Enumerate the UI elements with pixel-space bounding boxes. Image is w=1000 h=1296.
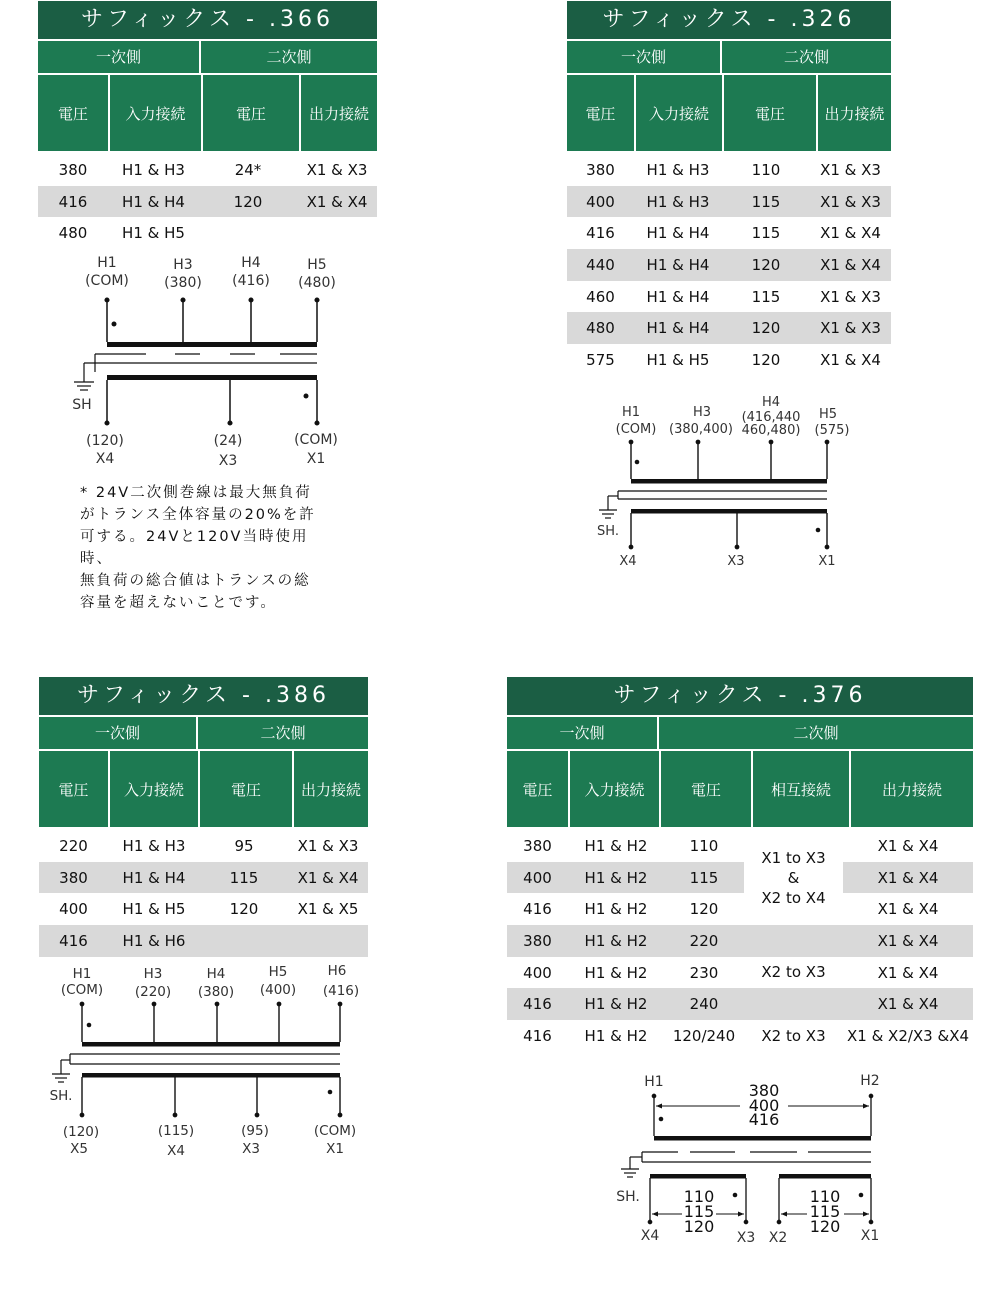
- shield-label: SH: [72, 397, 92, 413]
- col-header: 入力接続: [108, 751, 198, 827]
- terminal-label: H2: [860, 1073, 880, 1089]
- group-secondary: 二次側: [196, 717, 368, 749]
- terminal-voltage: (COM): [615, 422, 657, 437]
- col-header: 電圧: [522, 780, 553, 799]
- terminal-voltage: (COM): [60, 982, 104, 998]
- table-cell: 380: [39, 862, 108, 894]
- table-cell: H1 & H4: [108, 186, 199, 218]
- group-primary: 一次側: [559, 724, 605, 742]
- terminal-voltage: (220): [134, 984, 172, 1000]
- terminal-voltage: (COM): [294, 432, 338, 448]
- terminal-voltage: (24): [213, 433, 243, 449]
- col-header: 電圧: [58, 780, 89, 799]
- table-cell: H1 & H2: [584, 900, 648, 919]
- secondary-voltage: 115: [683, 1202, 715, 1221]
- table-cell: H1 & H6: [108, 925, 200, 957]
- table-cell: X1 & X4: [843, 925, 973, 957]
- table-cell: 380: [523, 836, 552, 855]
- column-header-row: [39, 751, 368, 827]
- table-cell: X1 & X4: [820, 224, 881, 243]
- terminal-label: X4: [640, 1228, 660, 1244]
- terminal-label: H1: [621, 405, 641, 420]
- col-header: 入力接続: [568, 751, 659, 827]
- table-cell: H1 & H2: [568, 925, 664, 957]
- table-row: [507, 862, 973, 894]
- table-cell: 230: [689, 963, 719, 982]
- table-cell: H1 & H3: [122, 836, 186, 855]
- table-cell: X1 & X3: [810, 186, 891, 218]
- data-table: [39, 830, 368, 957]
- terminal-voltage: 460,480): [741, 423, 801, 438]
- table-cell: X1 & X4: [297, 186, 377, 218]
- merged-line: X2 to X4: [761, 888, 826, 907]
- panel-366: [38, 1, 377, 249]
- table-cell: 400: [567, 186, 634, 218]
- col-header: 出力接続: [292, 751, 368, 827]
- terminal-label: H1: [644, 1074, 664, 1090]
- table-row: [567, 281, 891, 313]
- table-cell: 460: [586, 287, 615, 306]
- group-secondary: 二次側: [657, 717, 973, 749]
- table-row: [567, 249, 891, 281]
- terminal-label: H5: [307, 257, 327, 273]
- table-cell: H1 & H2: [568, 862, 664, 894]
- table-cell: 380: [586, 160, 615, 179]
- table-cell: H1 & H2: [584, 1026, 648, 1045]
- panel-376: [507, 677, 973, 1052]
- table-row: [38, 154, 377, 186]
- table-cell: 416: [39, 925, 108, 957]
- secondary-voltage: 120: [683, 1217, 715, 1236]
- secondary-voltage: 110: [809, 1187, 841, 1206]
- terminal-label: X1: [818, 554, 836, 569]
- table-cell: 115: [664, 862, 744, 894]
- terminal-label: X3: [727, 554, 745, 569]
- terminal-label: X3: [736, 1230, 756, 1246]
- shield-label: SH.: [616, 1189, 640, 1205]
- wiring-diagram-366: [60, 250, 360, 475]
- table-cell: 115: [722, 186, 810, 218]
- terminal-voltage: (416,440: [741, 410, 801, 425]
- data-table: [567, 154, 891, 376]
- shield-label: SH.: [597, 524, 619, 539]
- terminal-voltage: (416): [322, 983, 360, 999]
- table-cell: 416: [586, 224, 615, 243]
- table-cell: H1 & H5: [122, 900, 186, 919]
- primary-voltage: 380: [748, 1081, 780, 1100]
- table-row: [507, 1020, 973, 1052]
- table-cell: H1 & H2: [584, 963, 648, 982]
- terminal-label: H6: [327, 963, 347, 979]
- table-cell: 120: [689, 900, 719, 919]
- terminal-label: H4: [761, 395, 781, 410]
- table-cell: X1 & X4: [810, 249, 891, 281]
- table-cell: H1 & H4: [634, 249, 722, 281]
- group-primary: 一次側: [95, 48, 141, 66]
- col-header: 電圧: [585, 104, 616, 123]
- footnote-line: 可する。24Vと120V当時使用時、: [80, 529, 309, 567]
- terminal-label: X1: [326, 1141, 344, 1157]
- terminal-label: X1: [306, 451, 326, 467]
- terminal-label: X4: [95, 451, 115, 467]
- table-cell: 380: [507, 925, 568, 957]
- table-row: [507, 893, 973, 925]
- table-row: [39, 925, 368, 957]
- terminal-label: H3: [143, 966, 163, 982]
- table-cell: 380: [58, 160, 88, 179]
- terminal-voltage: (115): [157, 1123, 195, 1139]
- terminal-label: H4: [241, 255, 261, 271]
- secondary-voltage: 115: [809, 1202, 841, 1221]
- table-cell: X1 & X3: [297, 836, 359, 855]
- terminal-voltage: (400): [259, 982, 297, 998]
- table-cell: 115: [200, 862, 288, 894]
- col-header: 電圧: [201, 75, 299, 151]
- table-cell: H1 & H3: [122, 160, 185, 179]
- table-row: [567, 312, 891, 344]
- col-header: 出力接続: [299, 75, 377, 151]
- terminal-label: X4: [619, 554, 637, 569]
- primary-voltage: 400: [748, 1096, 780, 1115]
- table-cell: 416: [38, 186, 108, 218]
- panel-title: サフィックス - .366: [38, 1, 377, 39]
- wiring-diagram-376: [612, 1066, 892, 1251]
- group-primary: 一次側: [94, 724, 140, 742]
- table-cell: 120: [229, 900, 259, 919]
- table-cell: X2 to X3: [761, 1026, 826, 1045]
- table-cell: X1 & X4: [843, 988, 973, 1020]
- merged-cell: [744, 830, 843, 925]
- table-cell: [199, 217, 297, 249]
- table-cell: 400: [523, 963, 552, 982]
- terminal-label: H5: [818, 407, 838, 422]
- table-cell: 110: [751, 160, 781, 179]
- table-cell: H1 & H4: [108, 862, 200, 894]
- table-cell: H1 & H5: [646, 350, 710, 369]
- table-cell: 95: [234, 836, 254, 855]
- table-row: [38, 186, 377, 218]
- footnote-line: * 24V二次側巻線は最大無負荷: [80, 485, 312, 501]
- table-row: [567, 186, 891, 218]
- table-cell: X1 & X3: [306, 160, 368, 179]
- table-cell: [200, 925, 288, 957]
- table-cell: 120: [199, 186, 297, 218]
- table-cell: 24*: [234, 160, 262, 179]
- footnote: [80, 482, 340, 614]
- panel-title: サフィックス - .326: [567, 1, 891, 39]
- terminal-voltage: (380,400): [669, 422, 733, 437]
- footnote-line: 無負荷の総合値はトランスの総: [80, 573, 311, 589]
- terminal-label: X4: [167, 1143, 185, 1159]
- group-header-row: [38, 39, 377, 75]
- table-row: [567, 344, 891, 376]
- table-cell: 120: [722, 312, 810, 344]
- group-primary: 一次側: [620, 48, 666, 66]
- table-row: [507, 925, 973, 957]
- table-cell: 416: [507, 988, 568, 1020]
- data-table: [507, 830, 973, 1052]
- data-table: [38, 154, 377, 249]
- column-header-row: [38, 75, 377, 151]
- table-cell: H1 & H3: [646, 160, 710, 179]
- table-cell: 120/240: [672, 1026, 736, 1045]
- wiring-diagram-326: [590, 392, 870, 572]
- table-row: [39, 893, 368, 925]
- group-header-row: [567, 39, 891, 75]
- col-header: 電圧: [722, 75, 816, 151]
- table-row: [38, 217, 377, 249]
- table-cell: X1 & X3: [820, 160, 881, 179]
- table-cell: 400: [507, 862, 568, 894]
- merged-line: &: [787, 868, 800, 887]
- col-header: 入力接続: [634, 75, 722, 151]
- panel-326: [567, 1, 891, 376]
- panel-title: サフィックス - .376: [507, 677, 973, 715]
- table-cell: H1 & H5: [122, 224, 185, 243]
- table-cell: X1 & X4: [877, 963, 939, 982]
- shield-label: SH.: [49, 1088, 73, 1104]
- table-cell: 110: [689, 836, 719, 855]
- table-cell: X1 & X5: [297, 900, 359, 919]
- table-cell: [297, 217, 377, 249]
- table-row: [507, 830, 973, 862]
- table-row: [39, 862, 368, 894]
- table-cell: 480: [58, 224, 88, 243]
- col-header: 出力接続: [816, 75, 891, 151]
- merged-line: X1 to X3: [761, 848, 826, 867]
- table-row: [567, 154, 891, 186]
- terminal-voltage: (416): [232, 273, 270, 289]
- footnote-line: 容量を超えないことです。: [80, 595, 277, 611]
- terminal-label: H4: [206, 966, 226, 982]
- terminal-voltage: (COM): [85, 273, 129, 289]
- terminal-label: X1: [860, 1228, 880, 1244]
- terminal-voltage: (120): [86, 433, 124, 449]
- table-cell: 400: [59, 900, 88, 919]
- table-row: [39, 830, 368, 862]
- group-secondary: 二次側: [720, 41, 891, 73]
- col-header: 相互接続: [751, 751, 849, 827]
- terminal-label: H3: [692, 405, 712, 420]
- table-cell: X1 & X3: [810, 312, 891, 344]
- table-cell: 220: [664, 925, 744, 957]
- table-cell: 240: [664, 988, 744, 1020]
- primary-voltage: 416: [748, 1110, 780, 1129]
- table-cell: 440: [567, 249, 634, 281]
- col-header: 出力接続: [849, 751, 973, 827]
- group-secondary: 二次側: [199, 41, 377, 73]
- table-cell: 120: [751, 350, 781, 369]
- table-cell: H1 & H4: [634, 312, 722, 344]
- terminal-label: X5: [70, 1141, 88, 1157]
- table-cell: X1 & X4: [877, 836, 939, 855]
- terminal-voltage: (380): [197, 984, 235, 1000]
- terminal-label: X3: [218, 453, 238, 469]
- col-header: 電圧: [198, 751, 292, 827]
- table-cell: H1 & H4: [646, 224, 710, 243]
- terminal-voltage: (COM): [313, 1123, 357, 1139]
- table-cell: X1 & X4: [820, 350, 881, 369]
- table-cell: X1 & X4: [843, 862, 973, 894]
- table-cell: [288, 925, 368, 957]
- col-header: 入力接続: [108, 75, 201, 151]
- terminal-voltage: (120): [62, 1124, 100, 1140]
- terminal-label: X2: [768, 1230, 788, 1246]
- table-row: [567, 217, 891, 249]
- terminal-voltage: (480): [298, 275, 336, 291]
- secondary-voltage: 120: [809, 1217, 841, 1236]
- terminal-voltage: (575): [814, 423, 850, 438]
- table-cell: X1 & X2/X3 &X4: [846, 1026, 970, 1045]
- table-cell: 120: [722, 249, 810, 281]
- panel-title: サフィックス - .386: [39, 677, 368, 715]
- terminal-voltage: (380): [164, 275, 202, 291]
- column-header-row: [567, 75, 891, 151]
- merged-cell: [744, 925, 843, 1020]
- terminal-label: X3: [242, 1141, 260, 1157]
- table-cell: 416: [523, 1026, 552, 1045]
- table-cell: H1 & H4: [646, 287, 710, 306]
- table-cell: H1 & H3: [634, 186, 722, 218]
- merged-line: X2 to X3: [744, 957, 843, 988]
- wiring-diagram-386: [44, 962, 364, 1162]
- terminal-label: H1: [97, 255, 117, 271]
- table-cell: X1 & X4: [877, 900, 939, 919]
- terminal-label: H5: [268, 964, 288, 980]
- table-row: [507, 957, 973, 989]
- table-cell: H1 & H2: [568, 988, 664, 1020]
- column-header-row: [507, 751, 973, 827]
- secondary-voltage: 110: [683, 1187, 715, 1206]
- table-row: [507, 988, 973, 1020]
- panel-386: [39, 677, 368, 957]
- table-cell: 480: [567, 312, 634, 344]
- table-cell: H1 & H2: [584, 836, 648, 855]
- table-cell: X1 & X3: [820, 287, 881, 306]
- table-cell: 220: [59, 836, 88, 855]
- table-cell: 115: [751, 224, 781, 243]
- terminal-voltage: (95): [241, 1123, 269, 1139]
- group-header-row: [39, 715, 368, 751]
- terminal-label: H1: [72, 966, 92, 982]
- table-cell: 575: [586, 350, 615, 369]
- table-cell: X1 & X4: [288, 862, 368, 894]
- footnote-line: がトランス全体容量の20%を許: [80, 507, 316, 523]
- table-cell: 416: [523, 900, 552, 919]
- col-header: 電圧: [57, 104, 88, 123]
- table-cell: 115: [751, 287, 781, 306]
- group-header-row: [507, 715, 973, 751]
- terminal-label: H3: [173, 257, 193, 273]
- col-header: 電圧: [659, 751, 751, 827]
